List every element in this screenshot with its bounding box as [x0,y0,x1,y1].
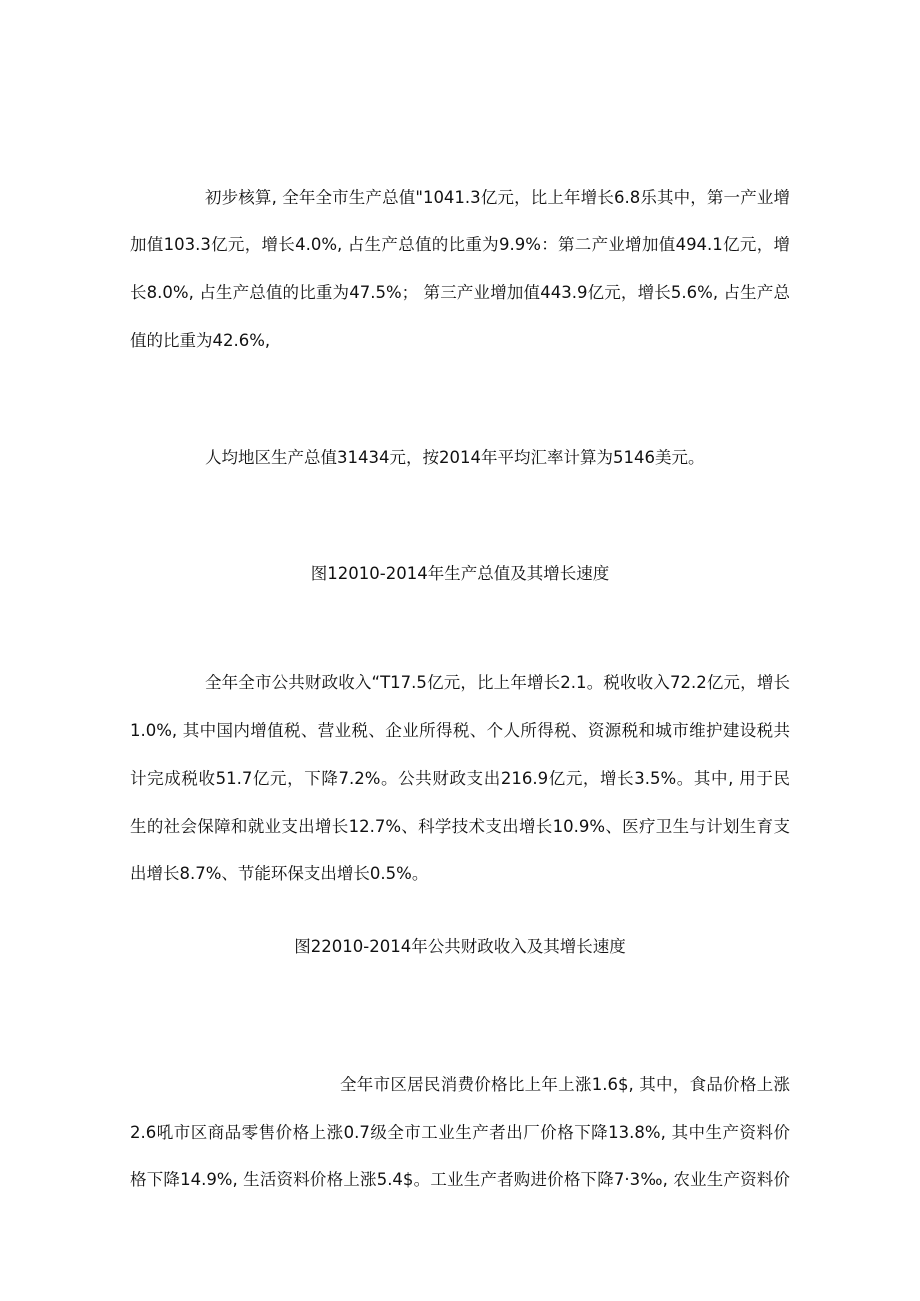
finance-paragraph-line-4: 生的社会保障和就业支出增长12.7%、科学技术支出增长10.9%、医疗卫生与计划生育支 [130,817,790,836]
prices-paragraph-line-2: 2.6吼市区商品零售价格上涨0.7级全市工业生产者出厂价格下降13.8%, 其中生产资料价 [130,1123,790,1142]
prices-paragraph-line-3: 格下降14.9%, 生活资料价格上涨5.4$。工业生产者购进价格下降7·3‰, 农业生产资料价 [130,1170,790,1189]
finance-paragraph-line-1: 全年全市公共财政收入“T17.5亿元，比上年增长2.1。税收收入72.2亿元，增长 [205,673,790,692]
prices-paragraph-line-1: 全年市区居民消费价格比上年上涨1.6$, 其中，食品价格上涨 [340,1075,790,1094]
gdp-paragraph-line-4: 值的比重为42.6%, [130,331,271,350]
gdp-paragraph-line-1: 初步核算, 全年全市生产总值"1041.3亿元，比上年增长6.8乐其中，第一产业增 [205,188,790,207]
figure-1-caption: 图12010-2014年生产总值及其增长速度 [310,564,610,583]
gdp-paragraph-line-2: 加值103.3亿元，增长4.0%, 占生产总值的比重为9.9%：第二产业增加值494.1亿元，增 [130,235,790,254]
finance-paragraph-line-2: 1.0%, 其中国内增值税、营业税、企业所得税、个人所得税、资源税和城市维护建设税共 [130,721,790,740]
gdp-paragraph-line-3: 长8.0%, 占生产总值的比重为47.5%； 第三产业增加值443.9亿元，增长5.6%, 占生产总 [130,283,790,302]
figure-2-caption: 图22010-2014年公共财政收入及其增长速度 [294,937,626,956]
per-capita-paragraph: 人均地区生产总值31434元，按2014年平均汇率计算为5146美元。 [205,448,705,467]
finance-paragraph-line-3: 计完成税收51.7亿元，下降7.2%。公共财政支出216.9亿元，增长3.5%。其中, 用于民 [130,769,790,788]
finance-paragraph-line-5: 出增长8.7%、节能环保支出增长0.5%。 [130,864,429,883]
